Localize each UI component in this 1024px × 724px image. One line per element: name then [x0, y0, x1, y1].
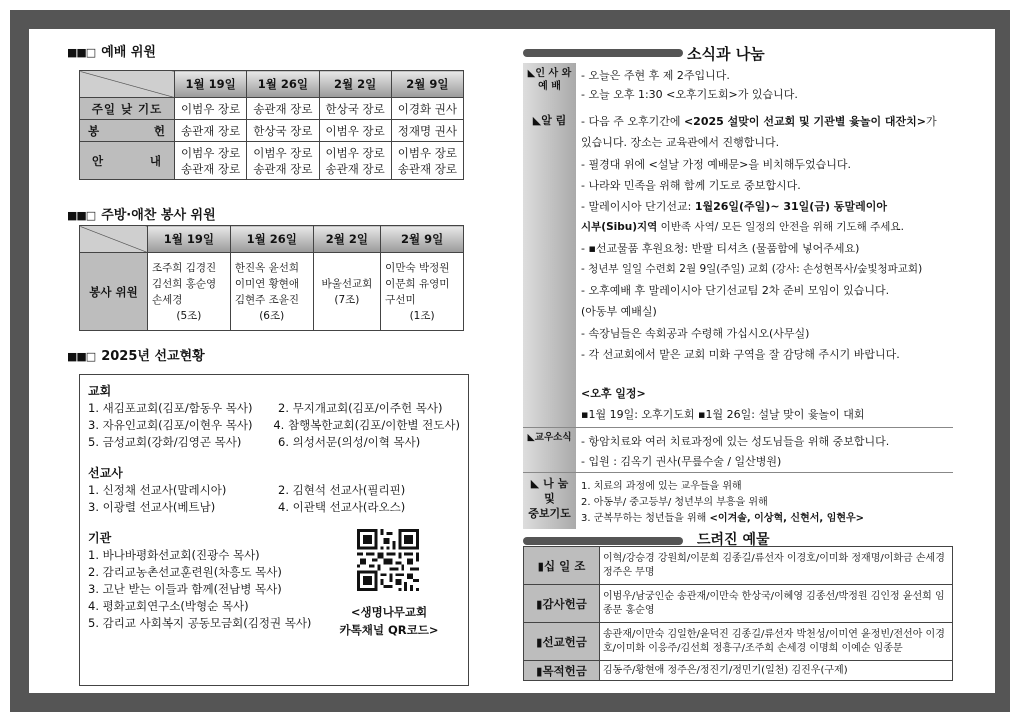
- schedule-line: ▪1월 19일: 오후기도회 ▪1월 26일: 설날 맞이 윷놀이 대회: [581, 408, 865, 421]
- col-header: 2월 2일: [313, 226, 381, 253]
- table-cell: 이범우 장로: [319, 120, 391, 142]
- caret-icon: ◣: [530, 477, 540, 490]
- news-line: - ▪선교물품 후원요청: 반팔 티셔츠 (물품함에 넣어주세요): [581, 242, 860, 255]
- news-line: - 다음 주 오후기간에 <2025 설맞이 선교회 및 기관별 윷놀이 대잔치>가: [581, 115, 937, 128]
- table-cell: 이범우 장로: [175, 98, 247, 120]
- table-cell: 조주희 김경진 김선희 홍순영 손세경 (5조): [148, 253, 231, 331]
- col-header: 2월 9일: [391, 71, 463, 98]
- offer-title: 드려진 예물: [697, 532, 770, 548]
- news-label-column: [523, 63, 576, 529]
- offer-label: ▮선교헌금: [524, 623, 600, 661]
- offer-label: ▮십 일 조: [524, 547, 600, 585]
- news-line: 있습니다. 장소는 교육관에서 진행합니다.: [581, 136, 780, 149]
- col-header: 2월 2일: [319, 71, 391, 98]
- news-title: 소식과 나눔: [687, 45, 765, 63]
- prayer-line: 2. 아동부/ 중고등부/ 청년부의 부흥을 위해: [581, 497, 768, 508]
- news-line: - 나라와 민족을 위해 함께 기도로 중보합시다.: [581, 179, 801, 192]
- list-item: 3. 고난 받는 이들과 함께(전남병 목사): [88, 582, 282, 596]
- offer-label: ▮목적헌금: [524, 661, 600, 681]
- mission-section-title: ■■□ 2025년 선교현황: [67, 349, 205, 364]
- col-header: 1월 26일: [247, 71, 319, 98]
- news-line: - 입원 : 김옥기 권사(무릎수술 / 일산병원): [581, 455, 782, 468]
- label-prayer: ◣ 나 눔 및 중보기도: [528, 477, 571, 520]
- qr-code-icon[interactable]: [357, 529, 419, 591]
- prayer-line: 1. 치료의 과정에 있는 교우들을 위해: [581, 481, 742, 492]
- table-cell: 이범우 장로 송관재 장로: [391, 142, 463, 180]
- row-header: 봉 헌: [80, 120, 175, 142]
- table-cell: 한진옥 윤선희 이미연 황현애 김현주 조윤진 (6조): [230, 253, 313, 331]
- table-cell: 정재명 권사: [391, 120, 463, 142]
- list-item: 3. 이광렬 선교사(베트남) 4. 이관택 선교사(라오스): [88, 500, 406, 514]
- table-corner: [80, 71, 175, 98]
- church-heading: 교회: [88, 384, 112, 398]
- bullet-squares-icon: ■■□: [67, 350, 96, 363]
- news-line: (아동부 예배실): [581, 305, 657, 318]
- news-line: - 말레이시아 단기선교: 1월26일(주일)~ 31일(금) 동말레이아: [581, 200, 887, 213]
- table-cell: 송관재 장로: [247, 98, 319, 120]
- col-header: 1월 19일: [175, 71, 247, 98]
- table-cell: 이만숙 박정원 이문희 유영미 구선미 (1조): [381, 253, 464, 331]
- label-member-news: ◣교우소식: [527, 432, 572, 443]
- list-item: 4. 평화교회연구소(박형순 목사): [88, 599, 249, 613]
- divider: [523, 427, 953, 428]
- list-item: 1. 바나바평화선교회(진광수 목사): [88, 548, 260, 562]
- service-table: [79, 225, 464, 331]
- caret-icon: ◣: [527, 68, 536, 79]
- qr-caption: <생명나무교회 카톡채널 QR코드>: [339, 605, 439, 637]
- col-header: 2월 9일: [381, 226, 464, 253]
- caret-icon: ◣: [527, 432, 535, 443]
- table-cell: 이경화 권사: [391, 98, 463, 120]
- service-section-title: ■■□ 주방·애찬 봉사 위원: [67, 208, 216, 223]
- caret-icon: ◣: [532, 114, 542, 127]
- table-cell: 이범우 장로 송관재 장로: [247, 142, 319, 180]
- news-line: - 청년부 일일 수련회 2월 9일(주일) 교회 (강사: 손성현목사/숲빛청파교회): [581, 263, 923, 275]
- col-header: 1월 26일: [230, 226, 313, 253]
- offer-names: 이범우/남궁인순 송관재/이만숙 한상국/이혜영 김종선/박정원 김인정 윤선희 임종문 홍순영: [600, 585, 953, 623]
- bulletin-sheet: [29, 29, 995, 693]
- news-line: - 필경대 위에 <설날 가정 예배문>을 비치해두었습니다.: [581, 158, 852, 171]
- row-header: 안 내: [80, 142, 175, 180]
- news-line: - 속장님들은 속회공과 수령해 가십시오(사무실): [581, 327, 810, 340]
- news-title-bar: [523, 49, 683, 57]
- news-line: - 오후예배 후 말레이시아 단기선교팀 2차 준비 모임이 있습니다.: [581, 284, 890, 297]
- schedule-heading: <오후 일정>: [581, 387, 646, 400]
- offerings-table: [523, 546, 953, 681]
- table-corner: [80, 226, 148, 253]
- offer-names: 김동주/황현애 정주은/정진기/정민기(일천) 김진우(구제): [600, 661, 953, 681]
- news-line: - 각 선교회에서 맡은 교회 미화 구역을 잘 감당해 주시기 바랍니다.: [581, 348, 900, 361]
- table-cell: 한상국 장로: [247, 120, 319, 142]
- table-cell: 이범우 장로 송관재 장로: [319, 142, 391, 180]
- table-cell: 한상국 장로: [319, 98, 391, 120]
- list-item: 3. 자유인교회(김포/이현우 목사) 4. 참행복한교회(김포/이한별 전도사): [88, 418, 460, 432]
- news-line: - 오늘 오후 1:30 <오후기도회>가 있습니다.: [581, 88, 798, 101]
- table-cell: 이범우 장로 송관재 장로: [175, 142, 247, 180]
- divider: [523, 472, 953, 473]
- offer-label: ▮감사헌금: [524, 585, 600, 623]
- prayer-line: 3. 군복무하는 청년들을 위해 <이겨솔, 이상혁, 신현서, 임현우>: [581, 513, 865, 524]
- offer-names: 이혁/강승경 강원희/이문희 김종길/류선자 이경호/이미화 정재명/이화금 손세경 정주은 무명: [600, 547, 953, 585]
- worship-section-title: ■■□ 예배 위원: [67, 45, 156, 60]
- bullet-squares-icon: ■■□: [67, 46, 96, 59]
- bullet-squares-icon: ■■□: [67, 209, 96, 222]
- worship-table: [79, 70, 464, 180]
- news-line: - 항암치료와 여러 치료과정에 있는 성도님들을 위해 중보합니다.: [581, 435, 890, 448]
- offer-names: 송관재/이만숙 김일한/윤덕진 김종길/류선자 박천성/이미연 윤정빈/전선아 이경호/이미화 이응주/김선희 정흥구/조주희 손세경 이명희 이예순 임종문: [600, 623, 953, 661]
- col-header: 1월 19일: [148, 226, 231, 253]
- table-cell: 송관재 장로: [175, 120, 247, 142]
- offer-title-bar: [523, 537, 683, 545]
- list-item: 2. 감리교농촌선교훈련원(차흥도 목사): [88, 565, 282, 579]
- missionary-heading: 선교사: [88, 466, 123, 480]
- news-line: 시부(Sibu)지역 이반족 사역/ 모든 일정의 안전을 위해 기도해 주세요.: [581, 221, 904, 233]
- label-notice: ◣알 림: [532, 114, 567, 127]
- row-header: 주일 낮 기도: [80, 98, 175, 120]
- table-cell: 바울선교회 (7조): [313, 253, 381, 331]
- org-heading: 기관: [88, 531, 112, 545]
- label-greet: ◣인 사 와 예 배: [527, 68, 572, 92]
- list-item: 1. 신정채 선교사(말레시아) 2. 김현석 선교사(필리핀): [88, 483, 406, 497]
- news-line: - 오늘은 주현 후 제 2주입니다.: [581, 69, 730, 82]
- list-item: 5. 감리교 사회복지 공동모금회(김정권 목사): [88, 616, 312, 630]
- row-header: 봉사 위원: [80, 253, 148, 331]
- list-item: 5. 금성교회(강화/김영곤 목사) 6. 의성서문(의성/이혁 목사): [88, 435, 421, 449]
- list-item: 1. 새김포교회(김포/함동우 목사) 2. 무지개교회(김포/이주헌 목사): [88, 401, 443, 415]
